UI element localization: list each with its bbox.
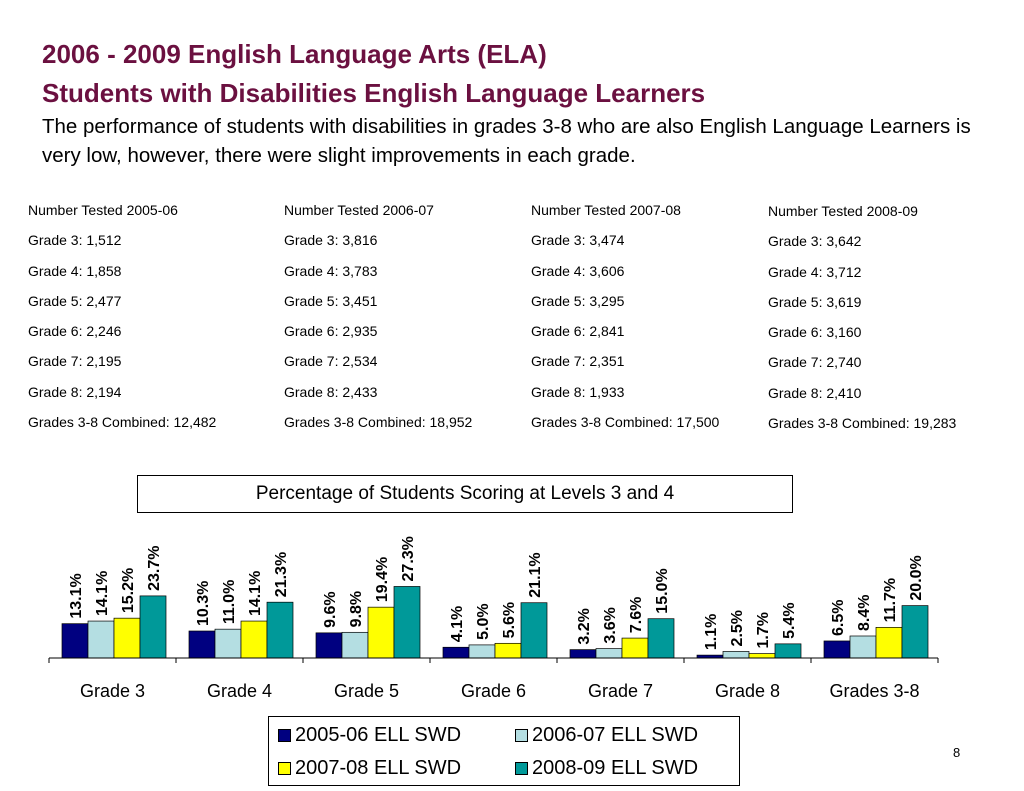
bar-3-4 [495, 643, 521, 658]
number-tested-row: Grade 4: 3,606 [531, 262, 625, 279]
bar-1-5 [570, 650, 596, 658]
number-tested-row: Grade 7: 2,195 [28, 353, 122, 370]
x-tick-label: Grade 8 [714, 681, 781, 701]
number-tested-heading: Number Tested 2006-07 [284, 202, 434, 218]
x-tick-label: Grades 3-8 [829, 681, 920, 701]
data-label: 4.1% [449, 605, 466, 643]
number-tested-row: Grade 6: 2,841 [531, 323, 625, 340]
number-tested-row: Grade 8: 2,194 [28, 383, 122, 400]
number-tested-row: Grade 8: 2,433 [284, 383, 378, 400]
bar-3-2 [241, 621, 267, 658]
bar-4-4 [521, 603, 547, 658]
number-tested-row: Grade 3: 3,816 [284, 232, 378, 249]
number-tested-row: Grade 3: 3,642 [768, 233, 862, 250]
number-tested-row: Grade 8: 2,410 [768, 384, 862, 401]
x-tick-label: Grade 3 [79, 681, 146, 701]
bar-1-7 [824, 641, 850, 658]
data-label: 2.5% [729, 609, 746, 647]
legend-item-2 [515, 724, 698, 747]
data-label: 19.4% [374, 556, 391, 603]
x-tick-label: Grade 6 [460, 681, 527, 701]
data-label: 14.1% [94, 570, 111, 617]
number-tested-row: Grade 4: 3,783 [284, 262, 378, 279]
number-tested-row: Grade 7: 2,740 [768, 354, 862, 371]
legend-swatch [278, 762, 291, 775]
number-tested-heading: Number Tested 2005-06 [28, 202, 178, 218]
number-tested-row: Grade 7: 2,351 [531, 353, 625, 370]
number-tested-row: Grade 4: 1,858 [28, 262, 122, 279]
x-tick-label: Grade 5 [333, 681, 400, 701]
bar-3-6 [749, 654, 775, 658]
data-label: 7.6% [628, 596, 645, 634]
bar-4-3 [394, 586, 420, 658]
number-tested-row: Grade 3: 1,512 [28, 232, 122, 249]
data-label: 5.4% [781, 602, 798, 639]
bar-4-2 [267, 602, 293, 658]
bar-2-1 [88, 621, 114, 658]
number-tested-row: Grade 5: 3,451 [284, 292, 378, 309]
bar-4-5 [648, 619, 674, 658]
data-label: 21.1% [527, 552, 544, 598]
data-label: 15.2% [120, 567, 137, 614]
bar-2-3 [342, 632, 368, 658]
bar-3-7 [876, 627, 902, 658]
bar-1-4 [443, 647, 469, 658]
number-tested-row: Grade 6: 3,160 [768, 324, 862, 341]
data-label: 8.4% [856, 594, 873, 631]
bar-2-7 [850, 636, 876, 658]
number-tested-row: Grade 8: 1,933 [531, 383, 625, 400]
data-label: 27.3% [400, 536, 417, 582]
number-tested-row: Grade 5: 2,477 [28, 292, 122, 309]
data-label: 1.1% [703, 613, 720, 651]
bar-3-1 [114, 618, 140, 658]
chart-title: Percentage of Students Scoring at Levels 3 and 4 [137, 475, 793, 513]
data-label: 6.5% [830, 599, 847, 636]
number-tested-heading: Number Tested 2007-08 [531, 202, 681, 218]
data-label: 21.3% [273, 551, 290, 598]
bar-4-6 [775, 644, 801, 658]
data-label: 15.0% [654, 568, 671, 614]
bar-1-3 [316, 633, 342, 658]
legend-label: 2007-08 ELL SWD [295, 757, 462, 779]
legend-item-4 [515, 757, 698, 780]
bar-2-5 [596, 649, 622, 658]
bar-3-3 [368, 607, 394, 658]
data-label: 9.6% [322, 591, 339, 628]
legend-label: 2005-06 ELL SWD [295, 724, 462, 746]
legend-label: 2008-09 ELL SWD [532, 757, 699, 779]
number-tested-row: Grade 7: 2,534 [284, 353, 378, 370]
data-label: 3.2% [576, 608, 593, 645]
bar-2-2 [215, 629, 241, 658]
data-label: 3.6% [602, 607, 619, 644]
bar-1-1 [62, 624, 88, 658]
data-label: 5.0% [475, 603, 492, 640]
number-tested-row: Grade 6: 2,935 [284, 323, 378, 340]
legend-item-1 [278, 724, 461, 747]
number-tested-row: Grade 4: 3,712 [768, 263, 862, 280]
legend-swatch [278, 729, 291, 742]
x-tick-label: Grade 4 [206, 681, 273, 701]
page-number: 8 [953, 745, 961, 760]
number-tested-row: Grade 5: 3,295 [531, 292, 625, 309]
legend-swatch [515, 729, 528, 742]
data-label: 9.8% [348, 590, 365, 628]
number-tested-heading: Number Tested 2008-09 [768, 203, 918, 219]
bar-3-5 [622, 638, 648, 658]
data-label: 20.0% [908, 555, 925, 601]
data-label: 11.0% [221, 579, 238, 625]
number-tested-row: Grade 3: 3,474 [531, 232, 625, 249]
data-label: 23.7% [146, 545, 163, 591]
chart-legend [268, 716, 740, 786]
description: The performance of students with disabilities in grades 3-8 who are also English Language Learners is very low, however, there were slight improvements in each grade. [42, 115, 971, 167]
number-tested-row: Grade 6: 2,246 [28, 323, 122, 340]
number-tested-row: Grades 3-8 Combined: 18,952 [284, 414, 473, 431]
bar-2-4 [469, 645, 495, 658]
title-line-1: 2006 - 2009 English Language Arts (ELA) [42, 39, 547, 69]
legend-item-3 [278, 757, 461, 780]
number-tested-row: Grades 3-8 Combined: 19,283 [768, 415, 957, 432]
number-tested-row: Grades 3-8 Combined: 17,500 [531, 414, 720, 431]
legend-swatch [515, 762, 528, 775]
bar-2-6 [723, 651, 749, 658]
bar-1-2 [189, 631, 215, 658]
number-tested-row: Grade 5: 3,619 [768, 293, 862, 310]
bar-4-1 [140, 596, 166, 658]
x-tick-label: Grade 7 [587, 681, 654, 701]
data-label: 5.6% [501, 601, 518, 639]
data-label: 13.1% [68, 573, 85, 619]
title-line-2: Students with Disabilities English Language Learners [42, 78, 706, 108]
bar-4-7 [902, 606, 928, 658]
data-label: 1.7% [755, 612, 772, 649]
data-label: 11.7% [882, 577, 899, 623]
legend-label: 2006-07 ELL SWD [532, 724, 699, 746]
data-label: 14.1% [247, 570, 264, 617]
number-tested-row: Grades 3-8 Combined: 12,482 [28, 414, 217, 431]
data-label: 10.3% [195, 580, 212, 627]
